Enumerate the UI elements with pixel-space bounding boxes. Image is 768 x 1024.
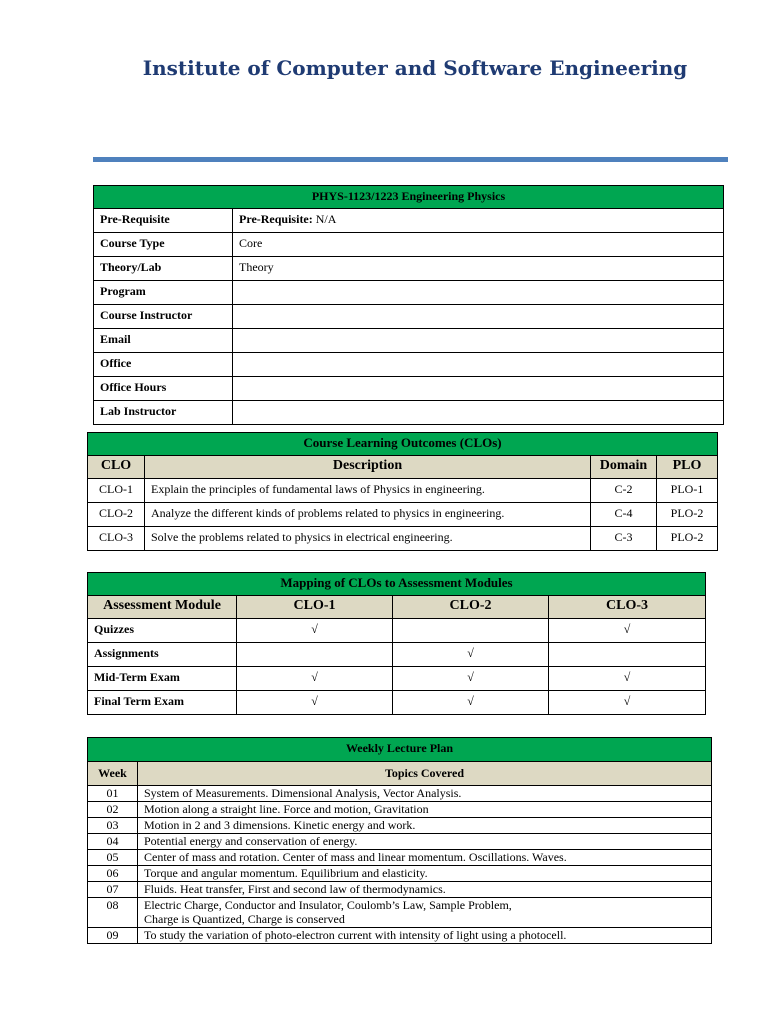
weekly-week-number: 01 [88,786,138,802]
course-info-label: Pre-Requisite [94,209,233,233]
weekly-topic: To study the variation of photo-electron current with intensity of light using a photocell. [138,928,712,944]
clo-domain: C-2 [591,479,657,503]
weekly-week-number: 03 [88,818,138,834]
weekly-week-number: 07 [88,882,138,898]
course-info-table [93,185,724,425]
course-info-label: Course Type [94,233,233,257]
mapping-row [88,691,706,715]
clo-mapping-table [87,572,706,715]
weekly-row [88,850,712,866]
course-info-label: Theory/Lab [94,257,233,281]
course-info-value [233,377,724,401]
mapping-table-title: Mapping of CLOs to Assessment Modules [88,573,706,596]
course-info-value [233,329,724,353]
weekly-row [88,834,712,850]
weekly-row [88,866,712,882]
course-info-row [94,281,724,305]
course-info-label: Lab Instructor [94,401,233,425]
clo-id: CLO-2 [88,503,145,527]
course-info-label: Office [94,353,233,377]
course-info-row [94,209,724,233]
weekly-row [88,818,712,834]
course-info-value [233,257,724,281]
weekly-row [88,898,712,928]
weekly-topic: Motion in 2 and 3 dimensions. Kinetic energy and work. [138,818,712,834]
course-info-value-text: Core [239,236,263,250]
mapping-header-clo2: CLO-2 [393,596,549,619]
clo-description: Solve the problems related to physics in electrical engineering. [145,527,591,551]
weekly-week-number: 09 [88,928,138,944]
weekly-week-number: 06 [88,866,138,882]
clo-id: CLO-1 [88,479,145,503]
clo-header-domain: Domain [591,456,657,479]
course-info-row [94,329,724,353]
clo-row [88,503,718,527]
weekly-week-number: 04 [88,834,138,850]
mapping-clo2-check: √ [393,643,549,667]
course-info-label: Email [94,329,233,353]
weekly-topic: Torque and angular momentum. Equilibrium and elasticity. [138,866,712,882]
mapping-module: Quizzes [88,619,237,643]
mapping-header-module: Assessment Module [88,596,237,619]
mapping-clo2-check: √ [393,667,549,691]
mapping-clo1-check: √ [237,691,393,715]
course-title: PHYS-1123/1223 Engineering Physics [94,186,724,209]
clo-header-clo: CLO [88,456,145,479]
clo-table-title: Course Learning Outcomes (CLOs) [88,433,718,456]
mapping-header-clo3: CLO-3 [549,596,706,619]
weekly-week-number: 05 [88,850,138,866]
course-info-row [94,305,724,329]
mapping-module: Final Term Exam [88,691,237,715]
mapping-header-clo1: CLO-1 [237,596,393,619]
course-info-value [233,281,724,305]
course-info-label: Program [94,281,233,305]
clo-header-plo: PLO [657,456,718,479]
clo-row [88,527,718,551]
mapping-module: Mid-Term Exam [88,667,237,691]
clo-table [87,432,718,551]
course-info-label: Office Hours [94,377,233,401]
weekly-topic: Motion along a straight line. Force and motion, Gravitation [138,802,712,818]
clo-plo: PLO-2 [657,503,718,527]
weekly-topic: Electric Charge, Conductor and Insulator, Coulomb’s Law, Sample Problem, Charge is Quantized, Charge is conserved [138,898,712,928]
course-info-value [233,401,724,425]
mapping-clo2-check: √ [393,691,549,715]
course-info-row [94,233,724,257]
course-info-row [94,257,724,281]
course-info-value-prefix: Pre-Requisite: [239,212,313,226]
clo-domain: C-4 [591,503,657,527]
weekly-row [88,882,712,898]
course-info-value [233,305,724,329]
weekly-header-week: Week [88,762,138,786]
course-info-label: Course Instructor [94,305,233,329]
clo-plo: PLO-2 [657,527,718,551]
clo-plo: PLO-1 [657,479,718,503]
mapping-clo1-check [237,643,393,667]
weekly-topic: Center of mass and rotation. Center of mass and linear momentum. Oscillations. Waves. [138,850,712,866]
weekly-week-number: 08 [88,898,138,928]
header-divider [93,157,728,162]
mapping-clo2-check [393,619,549,643]
weekly-row [88,928,712,944]
mapping-clo3-check [549,643,706,667]
clo-domain: C-3 [591,527,657,551]
clo-description: Analyze the different kinds of problems related to physics in engineering. [145,503,591,527]
course-info-row [94,377,724,401]
course-info-value-text: Theory [239,260,274,274]
mapping-clo1-check: √ [237,619,393,643]
weekly-row [88,802,712,818]
course-info-value [233,209,724,233]
clo-description: Explain the principles of fundamental laws of Physics in engineering. [145,479,591,503]
weekly-table-title: Weekly Lecture Plan [88,738,712,762]
weekly-header-topics: Topics Covered [138,762,712,786]
clo-row [88,479,718,503]
mapping-clo3-check: √ [549,619,706,643]
weekly-row [88,786,712,802]
course-info-value [233,353,724,377]
clo-id: CLO-3 [88,527,145,551]
weekly-topic: Potential energy and conservation of energy. [138,834,712,850]
page-title: Institute of Computer and Software Engineering [142,56,688,80]
weekly-week-number: 02 [88,802,138,818]
course-info-value-text: N/A [312,212,337,226]
weekly-topic: System of Measurements. Dimensional Analysis, Vector Analysis. [138,786,712,802]
mapping-clo1-check: √ [237,667,393,691]
course-info-row [94,353,724,377]
mapping-row [88,667,706,691]
clo-header-description: Description [145,456,591,479]
course-info-row [94,401,724,425]
course-info-value [233,233,724,257]
mapping-clo3-check: √ [549,691,706,715]
weekly-topic: Fluids. Heat transfer, First and second law of thermodynamics. [138,882,712,898]
mapping-row [88,643,706,667]
weekly-plan-table [87,737,712,944]
mapping-module: Assignments [88,643,237,667]
mapping-row [88,619,706,643]
mapping-clo3-check: √ [549,667,706,691]
